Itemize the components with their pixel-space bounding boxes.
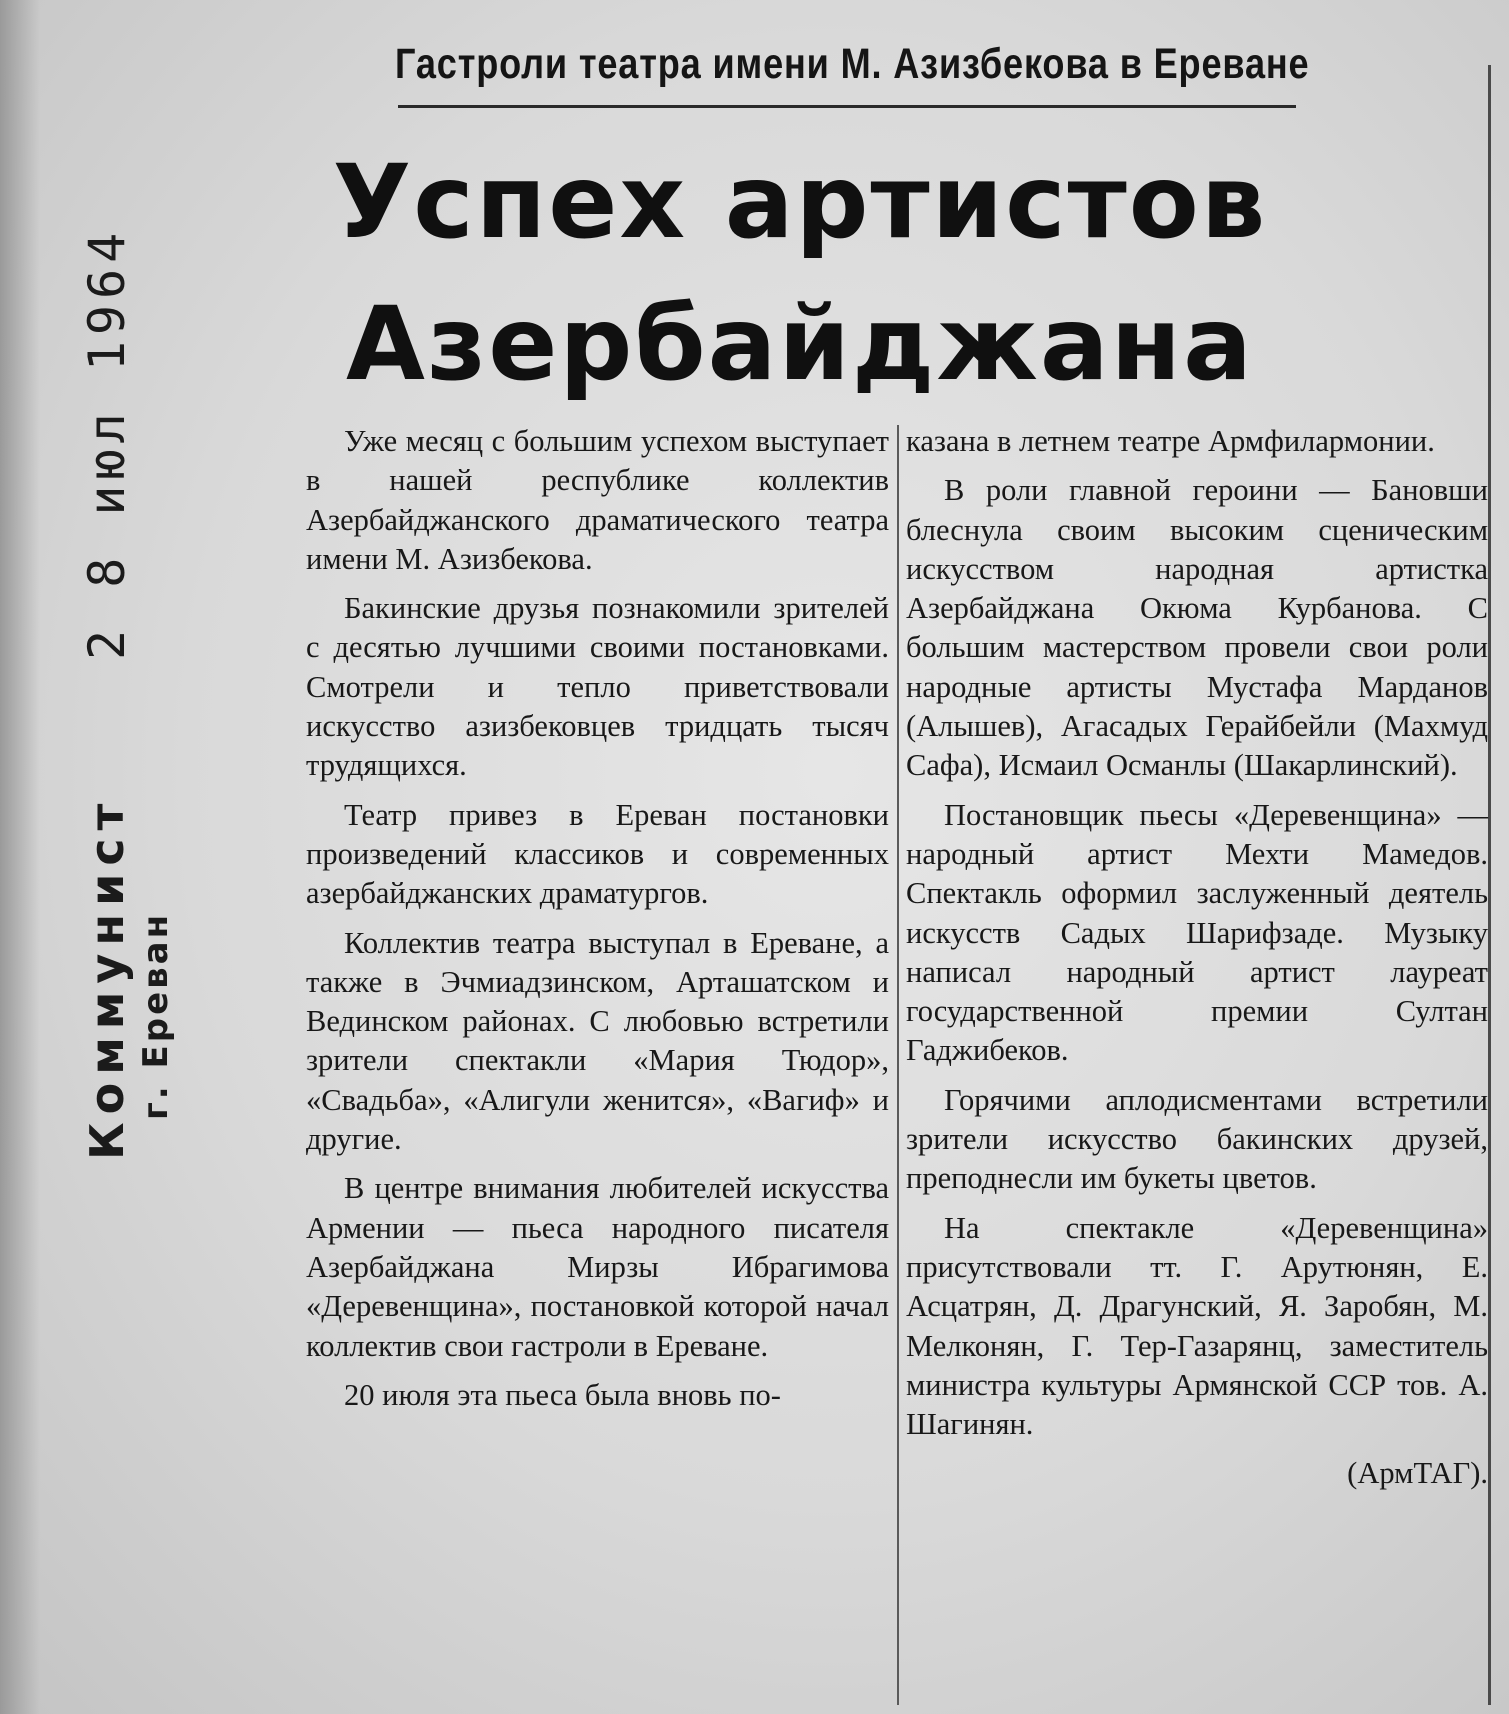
archive-stamp bbox=[28, 226, 176, 1170]
headline-line-2: Азербайджана bbox=[346, 285, 1254, 404]
supertitle-underline bbox=[398, 105, 1296, 108]
paragraph: Уже месяц с большим успехом выступает в нашей республике коллектив Азербайджанского драматического театра имени М. Азизбекова. bbox=[306, 424, 889, 576]
paragraph: Горячими аплодисментами встретили зрители искусство бакинских друзей, преподнесли им букеты цветов. bbox=[906, 1082, 1488, 1196]
paragraph-continuation: казана в летнем театре Армфилармонии. bbox=[906, 424, 1435, 458]
headline-line-1: Успех артистов bbox=[332, 143, 1268, 262]
paragraph: Театр привез в Ереван постановки произведений классиков и современных азербайджанских драматургов. bbox=[306, 797, 889, 911]
right-border-rule bbox=[1488, 65, 1491, 1705]
paragraph: На спектакле «Деревенщина» присутствовали тт. Г. Арутюнян, Е. Асцатрян, Д. Драгунский, Я. Заробян, М. Мелконян, Г. Тер-Газарянц, заместитель министра культуры Армянской ССР тов. А. Шагинян. bbox=[906, 1210, 1488, 1442]
stamp-city: г. Ереван bbox=[136, 911, 176, 1120]
paragraph: Бакинские друзья познакомили зрителей с десятью лучшими своими постановками. Смотрели и тепло приветствовали искусство азизбековцев тридцать тысяч трудящихся. bbox=[306, 591, 889, 783]
paragraph: В роли главной героини — Бановши блеснула своим высоким сценическим искусством народная артистка Азербайджана Окюма Курбанова. С большим мастерством провели свои роли народные артисты Мустафа Марданов (Алышев), Агасадых Герайбейли (Махмуд Сафа), Исмаил Османлы (Шакарлинский). bbox=[906, 473, 1488, 783]
stamp-newspaper-name: Коммунист bbox=[80, 795, 134, 1160]
paragraph: 20 июля эта пьеса была вновь по- bbox=[344, 1377, 781, 1412]
article-column-right bbox=[906, 422, 1488, 1494]
article-signature: (АрмТАГ). bbox=[1347, 1456, 1488, 1491]
paragraph: В центре внимания любителей искусства Армении — пьеса народного писателя Азербайджана Мирзы Ибрагимова «Деревенщина», постановкой которой начал коллектив свои гастроли в Ереване. bbox=[306, 1171, 889, 1363]
article-supertitle: Гастроли театра имени М. Азизбекова в Ереване bbox=[395, 40, 1310, 88]
paragraph: Постановщик пьесы «Деревенщина» — народный артист Мехти Мамедов. Спектакль оформил заслуженный деятель искусств Садых Шарифзаде. Музыку написал народный артист лауреат государственной премии Султан Гаджибеков. bbox=[906, 797, 1488, 1068]
article-column-left bbox=[306, 422, 889, 1425]
column-divider bbox=[897, 425, 899, 1705]
stamp-date: 2 8 июл 1964 bbox=[78, 226, 136, 660]
paragraph: Коллектив театра выступал в Ереване, а также в Эчмиадзинском, Арташатском и Вединском районах. С любовью встретили зрители спектакли «Мария Тюдор», «Свадьба», «Алигули женится», «Вагиф» и другие. bbox=[306, 925, 889, 1157]
